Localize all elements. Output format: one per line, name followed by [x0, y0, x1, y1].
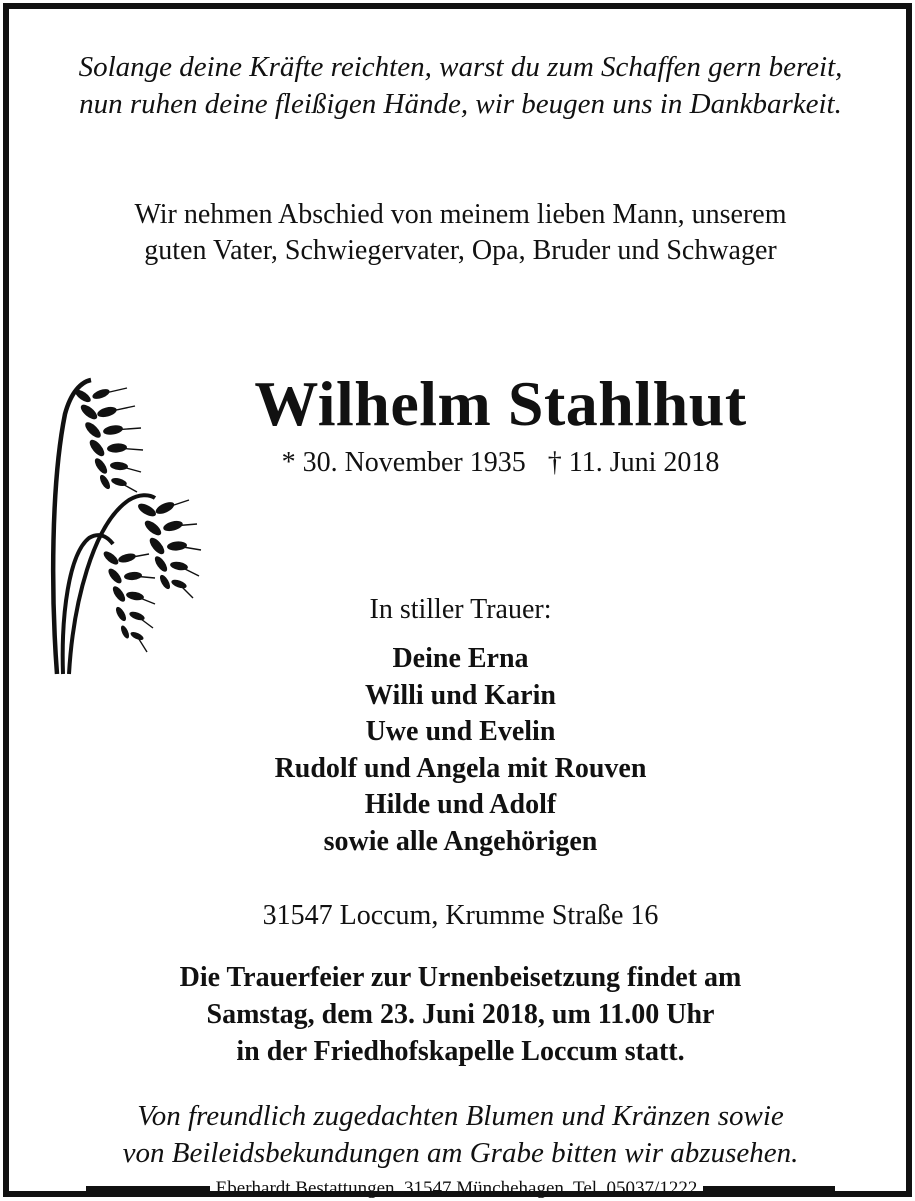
flowers-request	[9, 1098, 912, 1172]
list-item: Uwe und Evelin	[365, 716, 556, 748]
list-item: Deine Erna	[392, 643, 529, 674]
funeral-service-notice	[9, 959, 912, 1070]
flowers-line-1: Von freundlich zugedachten Blumen und Kränzen sowie	[137, 1100, 784, 1132]
undertaker-footer	[9, 1177, 912, 1201]
death-date: † 11. Juni 2018	[547, 447, 720, 478]
birth-date: * 30. November 1935	[281, 447, 526, 478]
intro-line-2: guten Vater, Schwiegervater, Opa, Bruder und Schwager	[144, 235, 777, 266]
motto-verse	[9, 49, 912, 123]
service-line-2: Samstag, dem 23. Juni 2018, um 11.00 Uhr	[206, 999, 715, 1030]
footer-rule-right	[703, 1186, 835, 1192]
family-address: 31547 Loccum, Krumme Straße 16	[262, 900, 659, 931]
list-item: Willi und Karin	[365, 679, 556, 711]
service-line-1: Die Trauerfeier zur Urnenbeisetzung findet am	[179, 962, 742, 993]
motto-line-2: nun ruhen deine fleißigen Hände, wir beugen uns in Dankbarkeit.	[79, 88, 842, 120]
undertaker-info: Eberhardt Bestattungen, 31547 Münchehagen, Tel. 05037/1222	[215, 1178, 698, 1199]
list-item: Rudolf und Angela mit Rouven	[274, 752, 647, 784]
footer-rule-left	[86, 1186, 210, 1192]
list-item: Hilde und Adolf	[364, 789, 557, 821]
intro-line-1: Wir nehmen Abschied von meinem lieben Mann, unserem	[134, 199, 787, 230]
flowers-line-2: von Beileidsbekundungen am Grabe bitten wir abzusehen.	[122, 1137, 799, 1169]
farewell-intro	[9, 197, 912, 269]
mourning-heading: In stiller Trauer:	[369, 594, 552, 625]
obituary-frame	[3, 3, 912, 1197]
list-item: sowie alle Angehörigen	[323, 825, 598, 857]
service-line-3: in der Friedhofskapelle Loccum statt.	[236, 1036, 685, 1067]
deceased-name: Wilhelm Stahlhut	[254, 368, 747, 439]
life-dates	[89, 445, 912, 481]
motto-line-1: Solange deine Kräfte reichten, warst du zum Schaffen gern bereit,	[78, 51, 843, 83]
mourners-list	[49, 641, 872, 861]
